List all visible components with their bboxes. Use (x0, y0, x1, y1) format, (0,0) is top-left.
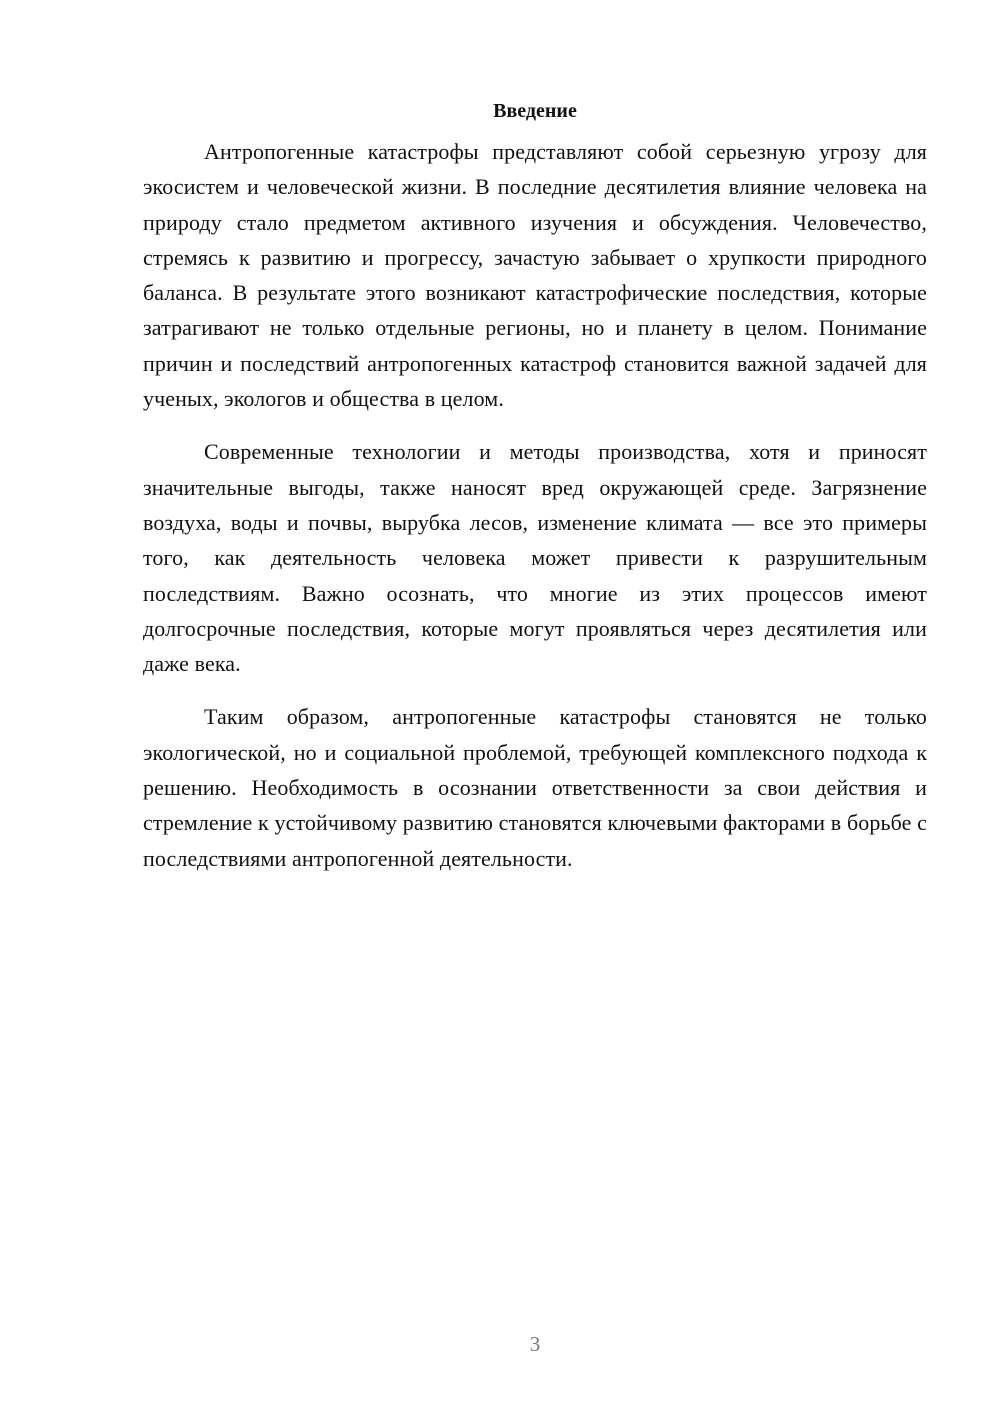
paragraph-intro: Антропогенные катастрофы представляют собой серьезную угрозу для экосистем и человеческой жизни. В последние десятилетия влияние человека на природу стало предметом активного изучения и обсуждения. Человечество, стремясь к развитию и прогрессу, зачастую забывает о хрупкости природного баланса. В результате этого возникают катастрофические последствия, которые затрагивают не только отдельные регионы, но и планету в целом. Понимание причин и последствий антропогенных катастроф становится важной задачей для ученых, экологов и общества в целом. (143, 139, 927, 412)
page-number: 3 (529, 1332, 541, 1356)
paragraph-conclusion: Таким образом, антропогенные катастрофы становятся не только экологической, но и социальной проблемой, требующей комплексного подхода к решению. Необходимость в осознании ответственности за свои действия и стремление к устойчивому развитию становятся ключевыми факторами в борьбе с последствиями антропогенной деятельности. (143, 704, 927, 871)
section-heading: Введение (493, 100, 577, 122)
document-body (143, 96, 927, 894)
paragraph-technologies: Современные технологии и методы производства, хотя и приносят значительные выгоды, также наносят вред окружающей среде. Загрязнение воздуха, воды и почвы, вырубка лесов, изменение климата — все это примеры того, как деятельность человека может привести к разрушительным последствиям. Важно осознать, что многие из этих процессов имеют долгосрочные последствия, которые могут проявляться через десятилетия или даже века. (143, 439, 927, 677)
